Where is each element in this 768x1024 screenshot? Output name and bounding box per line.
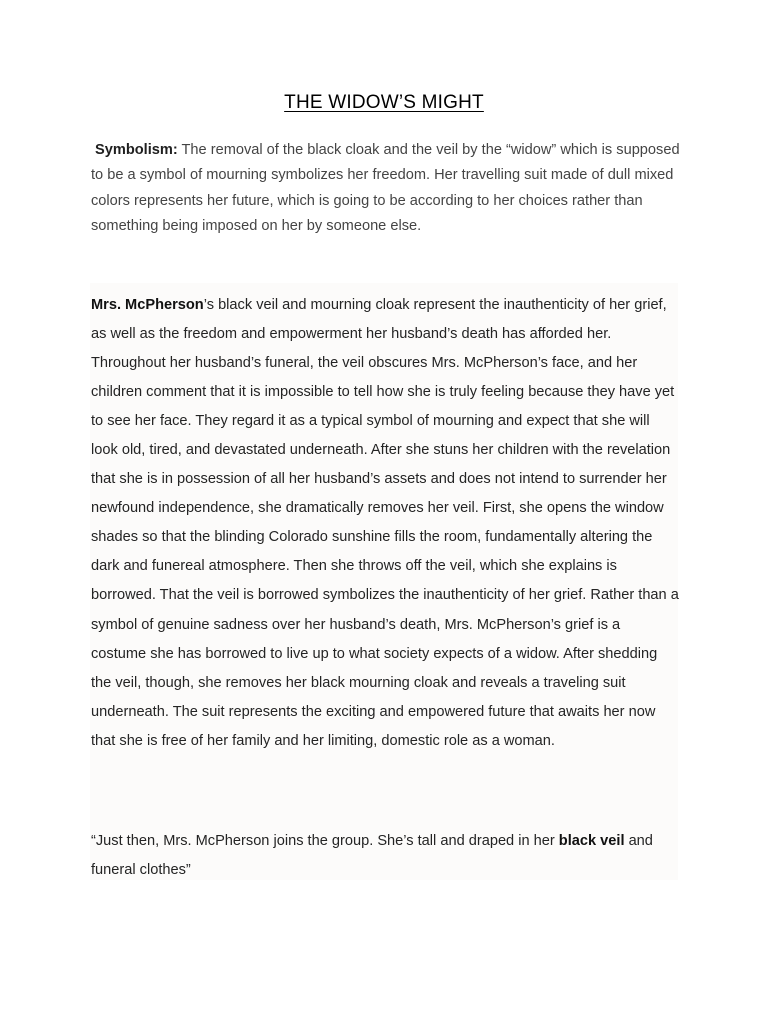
character-name: Mrs. McPherson [91, 297, 204, 313]
document-title: THE WIDOW’S MIGHT [284, 92, 484, 113]
quote-text-before: “Just then, Mrs. McPherson joins the group. She’s tall and draped in her [91, 833, 559, 849]
analysis-text: ’s black veil and mourning cloak represent the inauthenticity of her grief, as well as the freedom and empowerment her husband’s death has afforded her. Throughout her husband’s funeral, the veil obscures Mrs. McPherson’s face, and her children comment that it is impossible to tell how she is truly feeling because they have yet to see her face. They regard it as a typical symbol of mourning and expect that she will look old, tired, and devastated underneath. After she stuns her children with the revelation that she is in possession of all her husband’s assets and does not intend to surrender her newfound independence, she dramatically removes her veil. First, she opens the window shades so that the blinding Colorado sunshine fills the room, fundamentally altering the dark and funereal atmosphere. Then she throws off the veil, which she explains is borrowed. That the veil is borrowed symbolizes the inauthenticity of her grief. Rather than a symbol of genuine sadness over her husband’s death, Mrs. McPherson’s grief is a costume she has borrowed to live up to what society expects of a widow. After shedding the veil, though, she removes her black mourning cloak and reveals a traveling suit underneath. The suit represents the exciting and empowered future that awaits her now that she is free of her family and her limiting, domestic role as a woman. [91, 297, 679, 749]
symbolism-text: The removal of the black cloak and the veil by the “widow” which is supposed to be a symbol of mourning symbolizes her freedom. Her travelling suit made of dull mixed colors represents her future, which is going to be according to her choices rather than something being imposed on her by someone else. [91, 142, 680, 234]
symbolism-label: Symbolism: [95, 142, 178, 158]
quote-emphasis: black veil [558, 833, 625, 849]
quote-paragraph [91, 827, 679, 885]
quote-text-after: and funeral clothes” [91, 833, 653, 878]
symbolism-paragraph [91, 138, 681, 239]
analysis-paragraph [91, 291, 679, 756]
